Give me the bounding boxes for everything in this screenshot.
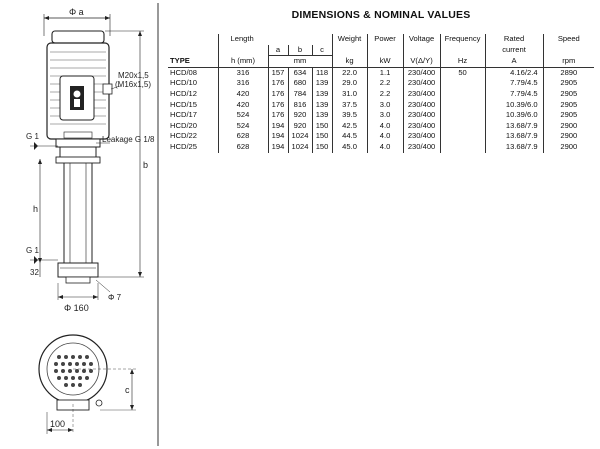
cell-current: 13.68/7.9: [485, 131, 543, 142]
cell-voltage: 230/400: [403, 121, 440, 132]
cell-speed: 2900: [543, 142, 594, 153]
page-title: DIMENSIONS & NOMINAL VALUES: [291, 9, 471, 21]
table-row: [168, 131, 594, 142]
cell-b: 920: [288, 121, 312, 132]
suction-strainer: [66, 277, 90, 283]
cell-weight: 45.0: [332, 142, 367, 153]
col-header-mm: mm: [268, 56, 332, 68]
cell-a: 194: [268, 121, 288, 132]
table-row: [168, 142, 594, 153]
cell-a: 176: [268, 110, 288, 121]
dim-label-phi-7: Φ 7: [108, 293, 122, 302]
cell-power: 2.2: [367, 89, 403, 100]
cell-speed: 2905: [543, 78, 594, 89]
dim-label-b: b: [143, 160, 149, 170]
cell-power: 2.2: [367, 78, 403, 89]
cell-h: 316: [218, 78, 268, 89]
cell-weight: 29.0: [332, 78, 367, 89]
header-row-2: [168, 45, 594, 56]
nominal-values-table: [168, 34, 594, 153]
col-header-power: Power: [367, 34, 403, 45]
cell-h: 524: [218, 110, 268, 121]
cell-c: 139: [312, 78, 332, 89]
cell-a: 176: [268, 89, 288, 100]
cell-speed: 2905: [543, 89, 594, 100]
cell-weight: 44.5: [332, 131, 367, 142]
cell-current: 10.39/6.0: [485, 110, 543, 121]
cell-voltage: 230/400: [403, 131, 440, 142]
cell-voltage: 230/400: [403, 100, 440, 111]
cell-frequency: [440, 78, 485, 89]
cell-weight: 39.5: [332, 110, 367, 121]
cell-h: 420: [218, 89, 268, 100]
col-header-kw: kW: [367, 56, 403, 68]
cell-power: 4.0: [367, 121, 403, 132]
cell-h: 524: [218, 121, 268, 132]
cell-voltage: 230/400: [403, 142, 440, 153]
cell-current: 13.68/7.9: [485, 121, 543, 132]
cell-weight: 22.0: [332, 67, 367, 78]
table-row: [168, 78, 594, 89]
cell-frequency: [440, 100, 485, 111]
table-row: [168, 89, 594, 100]
col-header-weight: Weight: [332, 34, 367, 45]
dim-label-c: c: [125, 385, 130, 395]
cell-type: HCD/10: [170, 78, 198, 88]
cell-c: 139: [312, 110, 332, 121]
dim-label-phi-a: Φ a: [69, 7, 84, 17]
cell-h: 628: [218, 142, 268, 153]
label-g1-top: G 1: [26, 132, 39, 141]
cell-current: 7.79/4.5: [485, 78, 543, 89]
dim-label-32: 32: [30, 268, 39, 277]
cell-frequency: [440, 131, 485, 142]
label-g1-bottom: G 1: [26, 246, 39, 255]
col-header-rpm: rpm: [543, 56, 594, 68]
cell-a: 194: [268, 142, 288, 153]
cell-type: HCD/17: [170, 110, 198, 120]
cell-power: 3.0: [367, 110, 403, 121]
col-header-rated: Rated: [485, 34, 543, 45]
cell-h: 628: [218, 131, 268, 142]
cell-a: 176: [268, 78, 288, 89]
header-row-3: [168, 56, 594, 68]
mounting-plate: [56, 157, 100, 163]
col-header-c: c: [312, 45, 332, 56]
table-row: [168, 110, 594, 121]
cell-frequency: [440, 121, 485, 132]
cell-weight: 31.0: [332, 89, 367, 100]
table-row: [168, 100, 594, 111]
table-row: [168, 67, 594, 78]
cell-voltage: 230/400: [403, 110, 440, 121]
dim-label-100: 100: [50, 419, 66, 429]
technical-drawing: [0, 0, 165, 449]
cell-c: 150: [312, 121, 332, 132]
cell-b: 1024: [288, 131, 312, 142]
motor-top-cap: [52, 31, 104, 43]
cell-weight: 42.5: [332, 121, 367, 132]
motor-flange: [56, 139, 100, 147]
cell-power: 4.0: [367, 142, 403, 153]
cell-power: 1.1: [367, 67, 403, 78]
cell-type: HCD/12: [170, 88, 198, 98]
cell-a: 176: [268, 100, 288, 111]
cell-c: 150: [312, 142, 332, 153]
cell-frequency: [440, 89, 485, 100]
col-header-b: b: [288, 45, 312, 56]
cable-gland: [103, 84, 112, 94]
cell-c: 139: [312, 100, 332, 111]
cell-voltage: 230/400: [403, 78, 440, 89]
cell-speed: 2900: [543, 121, 594, 132]
cell-b: 1024: [288, 142, 312, 153]
col-header-frequency: Frequency: [440, 34, 485, 45]
cell-c: 139: [312, 89, 332, 100]
label-leakage: Leakage G 1/8: [102, 135, 155, 144]
col-header-voltage: Voltage: [403, 34, 440, 45]
cell-speed: 2905: [543, 110, 594, 121]
label-m16: (M16x1,5): [115, 80, 152, 89]
cell-a: 157: [268, 67, 288, 78]
cell-c: 118: [312, 67, 332, 78]
col-header-a: a: [268, 45, 288, 56]
outlet-arrow: [34, 142, 38, 150]
cell-type: HCD/25: [170, 141, 198, 151]
cell-speed: 2905: [543, 100, 594, 111]
cell-type: HCD/20: [170, 120, 198, 130]
cell-weight: 37.5: [332, 100, 367, 111]
cell-current: 10.39/6.0: [485, 100, 543, 111]
col-header-amp: A: [485, 56, 543, 68]
cell-b: 680: [288, 78, 312, 89]
cell-current: 4.16/2.4: [485, 67, 543, 78]
cell-power: 4.0: [367, 131, 403, 142]
col-header-kg: kg: [332, 56, 367, 68]
dim-label-phi-160: Φ 160: [64, 303, 89, 313]
label-m20: M20x1,5: [118, 71, 149, 80]
cell-current: 7.79/4.5: [485, 89, 543, 100]
col-header-type: TYPE: [168, 56, 218, 68]
cell-frequency: [440, 110, 485, 121]
cell-power: 3.0: [367, 100, 403, 111]
cell-a: 194: [268, 131, 288, 142]
col-header-h-mm: h (mm): [218, 56, 268, 68]
cell-type: HCD/22: [170, 131, 198, 141]
cell-speed: 2900: [543, 131, 594, 142]
cell-h: 316: [218, 67, 268, 78]
table-row: [168, 121, 594, 132]
col-header-current: current: [485, 45, 543, 56]
cell-speed: 2890: [543, 67, 594, 78]
cell-h: 420: [218, 100, 268, 111]
pump-inlet-body: [58, 263, 98, 277]
pump-drawing-svg: [0, 0, 165, 449]
cell-b: 634: [288, 67, 312, 78]
cell-b: 920: [288, 110, 312, 121]
col-header-volt-unit: V(Δ/Y): [403, 56, 440, 68]
cell-frequency: 50: [440, 67, 485, 78]
col-header-speed: Speed: [543, 34, 594, 45]
col-header-hz: Hz: [440, 56, 485, 68]
header-row-1: [168, 34, 594, 45]
cell-current: 13.68/7.9: [485, 142, 543, 153]
spec-section: [168, 8, 594, 153]
dim-label-h: h: [33, 204, 39, 214]
cell-b: 816: [288, 100, 312, 111]
col-header-length: Length: [218, 34, 332, 45]
cell-type: HCD/08: [170, 67, 198, 77]
cell-c: 150: [312, 131, 332, 142]
cell-voltage: 230/400: [403, 67, 440, 78]
cell-voltage: 230/400: [403, 89, 440, 100]
cell-b: 784: [288, 89, 312, 100]
cell-frequency: [440, 142, 485, 153]
pump-column: [64, 159, 92, 263]
cell-type: HCD/15: [170, 99, 198, 109]
